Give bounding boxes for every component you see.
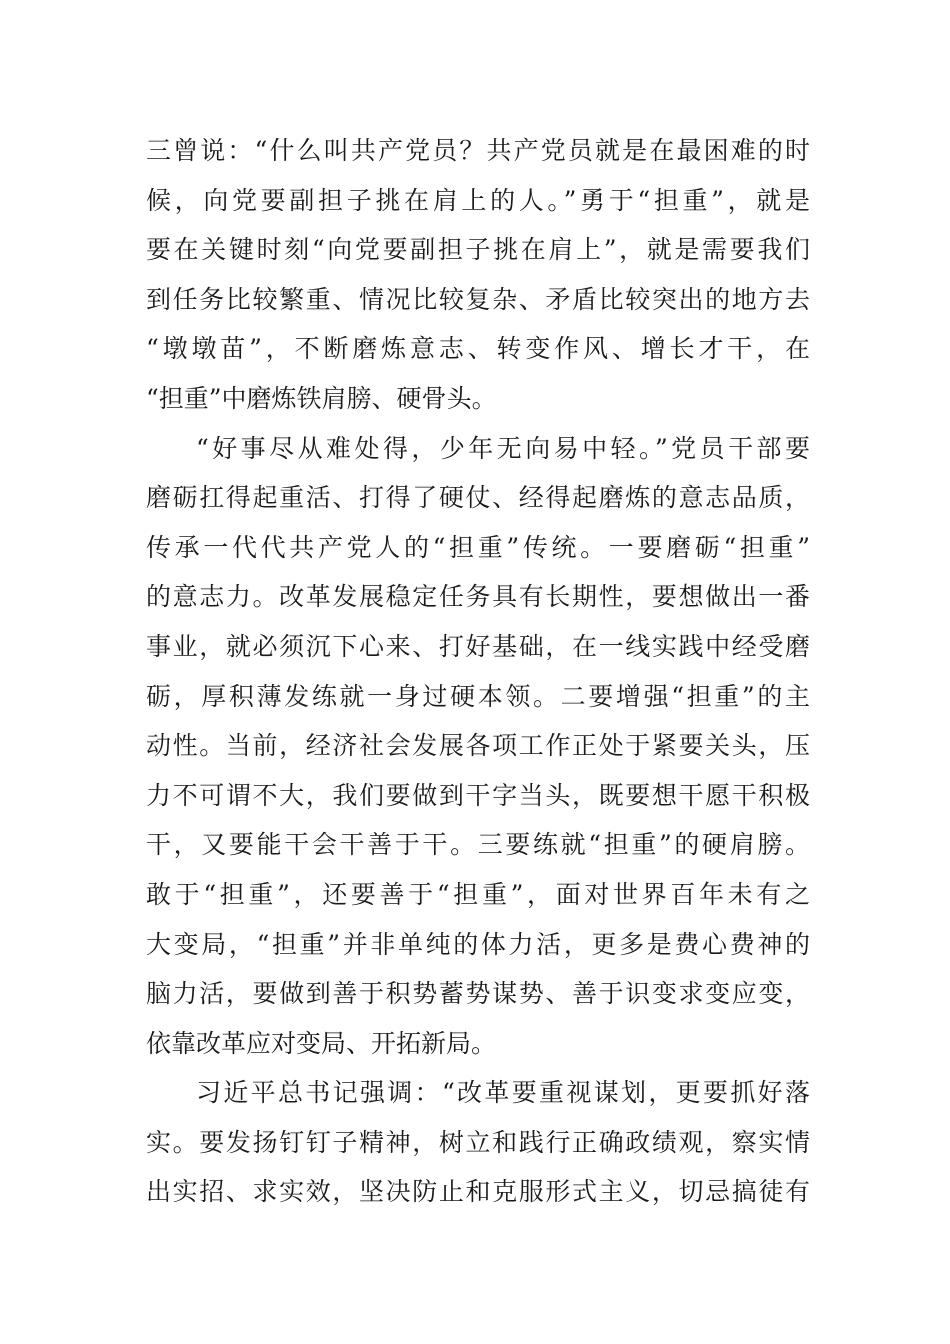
text-line: 脑力活，要做到善于积势蓄势谋势、善于识变求变应变， — [146, 979, 810, 1009]
text-line: 动性。当前，经济社会发展各项工作正处于紧要关头，压 — [146, 731, 810, 761]
text-line: 敢于“担重”，还要善于“担重”，面对世界百年未有之 — [146, 879, 810, 909]
text-line: 磨砺扛得起重活、打得了硬仗、经得起磨炼的意志品质， — [146, 483, 810, 513]
text-line: 力不可谓不大，我们要做到干字当头，既要想干愿干积极 — [146, 780, 810, 810]
text-line: 候，向党要副担子挑在肩上的人。”勇于“担重”，就是 — [146, 185, 810, 215]
text-line: 三曾说：“什么叫共产党员？共产党员就是在最困难的时 — [146, 136, 810, 165]
text-line: “担重”中磨炼铁肩膀、硬骨头。 — [146, 383, 497, 413]
text-line: 要在关键时刻“向党要副担子挑在肩上”，就是需要我们 — [146, 235, 810, 265]
text-line: 事业，就必须沉下心来、打好基础，在一线实践中经受磨 — [146, 631, 810, 661]
text-line: 实。要发扬钉钉子精神，树立和践行正确政绩观，察实情 — [146, 1127, 810, 1157]
text-line: 大变局，“担重”并非单纯的体力活，更多是费心费神的 — [146, 929, 810, 959]
text-line: 砺，厚积薄发练就一身过硬本领。二要增强“担重”的主 — [146, 681, 810, 711]
paragraph-1 — [146, 126, 810, 424]
text-line: 到任务比较繁重、情况比较复杂、矛盾比较突出的地方去 — [146, 284, 810, 314]
text-line: 习近平总书记强调：“改革要重视谋划，更要抓好落 — [196, 1078, 810, 1108]
paragraph-2 — [146, 424, 810, 1069]
text-line: “好事尽从难处得，少年无向易中轻。”党员干部要 — [196, 433, 810, 463]
text-line: 干，又要能干会干善于干。三要练就“担重”的硬肩膀。 — [146, 830, 810, 860]
article-body — [146, 126, 810, 1217]
text-line: 依靠改革应对变局、开拓新局。 — [146, 1028, 497, 1058]
text-line: 出实招、求实效，坚决防止和克服形式主义，切忌搞徒有 — [146, 1177, 810, 1207]
text-line: 传承一代代共产党人的“担重”传统。一要磨砺“担重” — [146, 532, 810, 562]
paragraph-3 — [146, 1068, 810, 1217]
text-line: 的意志力。改革发展稳定任务具有长期性，要想做出一番 — [146, 582, 810, 612]
text-line: “墩墩苗”，不断磨炼意志、转变作风、增长才干，在 — [146, 334, 810, 364]
